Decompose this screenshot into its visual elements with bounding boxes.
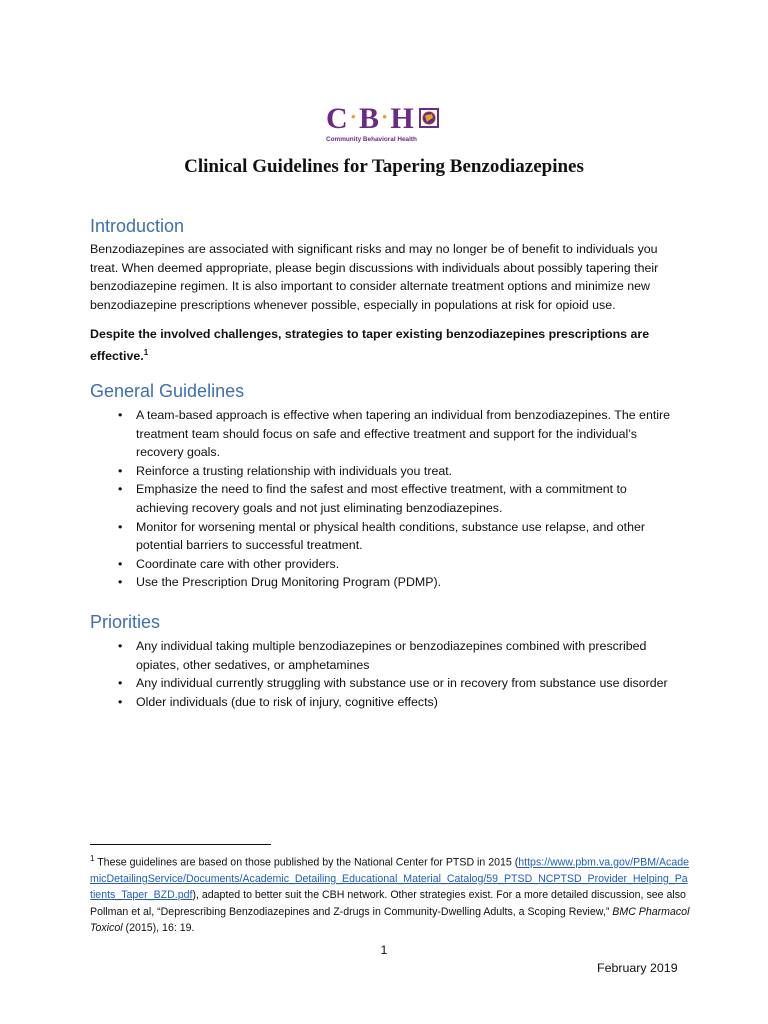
bullet-icon: • xyxy=(118,408,123,422)
footnote-divider xyxy=(90,844,271,845)
document-date: February 2019 xyxy=(597,961,678,975)
list-item: • Use the Prescription Drug Monitoring Program (PDMP). xyxy=(90,573,680,592)
general-guidelines-heading: General Guidelines xyxy=(90,381,245,401)
list-item: • Coordinate care with other providers. xyxy=(90,555,680,574)
document-title: Clinical Guidelines for Tapering Benzodiazepines xyxy=(184,156,584,177)
bullet-icon: • xyxy=(118,639,123,653)
logo-subtitle: Community Behavioral Health xyxy=(326,136,417,143)
priorities-list xyxy=(90,637,680,711)
introduction-paragraph: Benzodiazepines are associated with significant risks and may no longer be of benefit to individuals you treat. When deemed appropriate, please begin discussions with individuals about possibly tapering their benzodiazepine regimen. It is also important to consider alternate treatment options and minimize new benzodiazepine prescriptions whenever possible, especially in populations at risk for opioid use. xyxy=(90,242,659,312)
list-item: • A team-based approach is effective when tapering an individual from benzodiazepines. The entire treatment team should focus on safe and effective treatment and support for the individual’s recovery goals. xyxy=(118,408,671,460)
priorities-heading: Priorities xyxy=(90,612,161,632)
bullet-icon: • xyxy=(118,482,123,497)
footnote: $^1$ These guidelines are based on those published by the National Center for PTSD in 2015 (https://www.pbm.va.gov/PBM/AcademicDetailingService/Documents/Academic_Detailing_Educational_Material_Catalog/59_PTSD_NCPTSD_Provider_Helping_Patients_Taper_BZD.pdf), adapted to better suit the CBH network. Other strategies exist. For a more detailed discussion, see also Pollman et al, “Deprescribing Benzodiazepines and Z-drugs in Community-Dwelling Adults, a Scoping Review,” BMC Pharmacol Toxicol (2015), 16: 19. xyxy=(90,854,690,935)
list-item: • Reinforce a trusting relationship with individuals you treat. xyxy=(90,462,680,481)
bullet-icon: • xyxy=(118,676,123,691)
logo-letters: C·B·H xyxy=(326,102,415,135)
bullet-icon: • xyxy=(118,575,123,590)
footnote-reference[interactable]: 1 xyxy=(143,347,149,357)
bullet-icon: • xyxy=(118,463,123,478)
list-item: • Older individuals (due to risk of injury, cognitive effects) xyxy=(90,693,680,712)
page-number: 1 xyxy=(380,943,388,957)
list-item: • Any individual currently struggling with substance use or in recovery from substance use disorder xyxy=(90,674,680,693)
general-guidelines-list xyxy=(90,406,680,592)
list-item: • Monitor for worsening mental or physical health conditions, substance use relapse, and other potential barriers to successful treatment. xyxy=(118,519,645,553)
introduction-heading: Introduction xyxy=(90,216,185,236)
list-item: • Emphasize the need to find the safest and most effective treatment, with a commitment to achieving recovery goals and not just eliminating benzodiazepines. xyxy=(118,482,627,515)
bullet-icon: • xyxy=(118,694,123,709)
list-item: • Any individual taking multiple benzodiazepines or benzodiazepines combined with prescribed opiates, other sedatives, or amphetamines xyxy=(118,639,647,672)
bullet-icon: • xyxy=(118,519,123,534)
globe-box-icon xyxy=(418,107,440,129)
introduction-bold-statement: Despite the involved challenges, strategies to taper existing benzodiazepines prescriptions are effective.$^1$ xyxy=(90,327,650,363)
footnote-link[interactable]: https://www.pbm.va.gov/PBM/AcademicDetailingService/Documents/Academic_Detailing_Educational_Material_Catalog/59_PTSD_NCPTSD_Provider_Helping_Patients_Taper_BZD.pdf xyxy=(90,856,690,902)
bullet-icon: • xyxy=(118,556,123,571)
cbh-logo xyxy=(326,104,446,144)
